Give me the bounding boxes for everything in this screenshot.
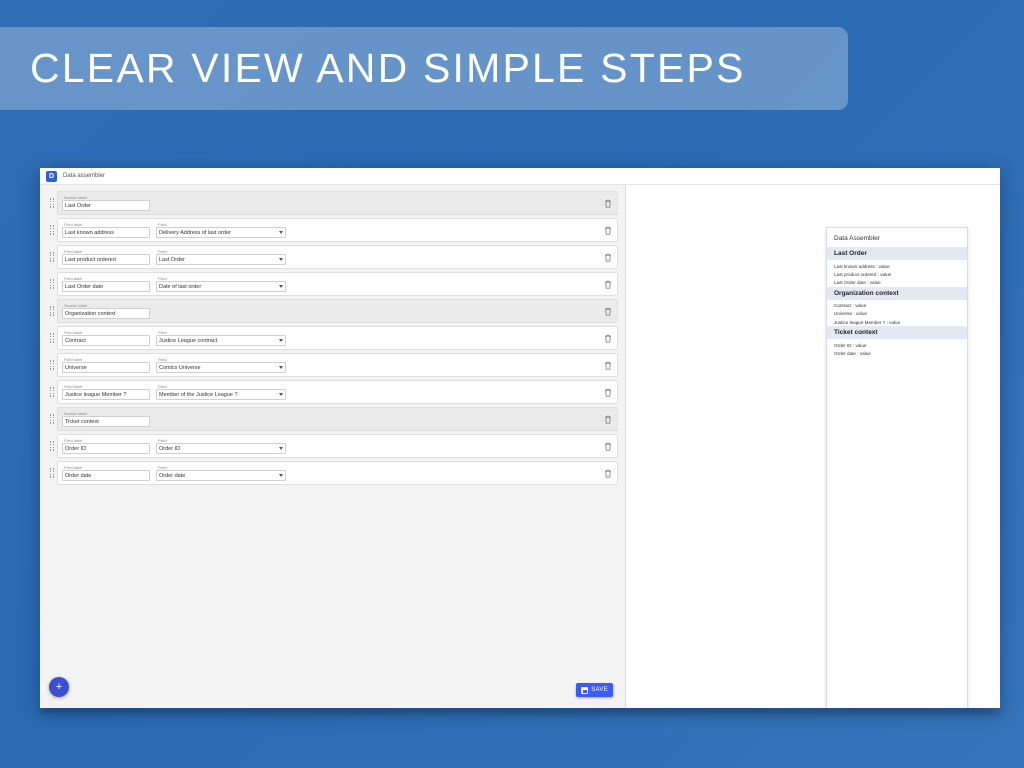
field-row-card[interactable] — [57, 245, 618, 269]
preview-section-heading: Organization context — [827, 287, 967, 300]
section-name-input[interactable] — [62, 416, 150, 427]
delete-icon[interactable] — [603, 440, 613, 452]
field-label-group — [62, 222, 150, 238]
chevron-down-icon — [279, 231, 283, 234]
app-window — [40, 168, 1000, 708]
field-name-input[interactable] — [62, 254, 150, 265]
app-title: Data assembler — [63, 173, 106, 179]
editor-pane — [40, 185, 626, 708]
field-label-group — [62, 465, 150, 481]
preview-section-heading: Last Order — [827, 247, 967, 260]
list-item: Justice league Member ? : value — [834, 319, 901, 325]
table-row[interactable] — [47, 326, 618, 350]
field-label-group — [62, 438, 150, 454]
section-name-input[interactable] — [62, 308, 150, 319]
table-row[interactable] — [47, 272, 618, 296]
delete-icon[interactable] — [603, 251, 613, 263]
field-select[interactable] — [156, 389, 286, 400]
field-select[interactable] — [156, 227, 286, 238]
field-select-value: Last Order — [159, 256, 185, 263]
delete-icon[interactable] — [603, 197, 613, 209]
field-select-value: Delivery Address of last order — [159, 229, 231, 236]
chevron-down-icon — [279, 474, 283, 477]
delete-icon[interactable] — [603, 305, 613, 317]
spacer-pane — [626, 185, 826, 708]
drag-handle-icon[interactable] — [47, 225, 57, 235]
list-item: Order date : value — [834, 350, 871, 356]
drag-handle-icon[interactable] — [47, 387, 57, 397]
drag-handle-icon[interactable] — [47, 333, 57, 343]
drag-handle-icon[interactable] — [47, 279, 57, 289]
row-list — [47, 191, 618, 485]
field-name-input[interactable] — [62, 335, 150, 346]
preview-section-heading: Ticket context — [827, 326, 967, 339]
drag-handle-icon[interactable] — [47, 360, 57, 370]
delete-icon[interactable] — [603, 386, 613, 398]
chevron-down-icon — [279, 366, 283, 369]
app-logo-icon: D — [46, 171, 57, 182]
field-value-group — [156, 438, 286, 454]
section-row-card[interactable] — [57, 191, 618, 215]
field-label-caption: Field label — [64, 438, 83, 443]
field-label-caption: Field label — [64, 249, 83, 254]
section-row-card[interactable] — [57, 407, 618, 431]
chevron-down-icon — [279, 339, 283, 342]
window-shadow — [40, 708, 1000, 714]
field-caption: Field — [158, 384, 167, 389]
field-select[interactable] — [156, 254, 286, 265]
field-caption: Field — [158, 465, 167, 470]
list-item: Last known address : value — [834, 263, 890, 269]
list-item: Universe : value — [834, 311, 867, 317]
field-value-group — [156, 384, 286, 400]
save-button[interactable] — [576, 683, 613, 697]
chevron-down-icon — [279, 447, 283, 450]
app-header — [40, 168, 1000, 185]
field-label-group — [62, 357, 150, 373]
field-caption: Field — [158, 222, 167, 227]
section-label-caption: Section label — [64, 411, 87, 416]
field-row-card[interactable] — [57, 272, 618, 296]
preview-title: Data Assembler — [834, 235, 880, 242]
table-row[interactable] — [47, 407, 618, 431]
field-value-group — [156, 330, 286, 346]
delete-icon[interactable] — [603, 467, 613, 479]
field-row-card[interactable] — [57, 380, 618, 404]
list-item: Last product ordered : value — [834, 271, 892, 277]
field-label-group — [62, 249, 150, 265]
save-button-label: SAVE — [591, 687, 608, 693]
field-name-input[interactable] — [62, 389, 150, 400]
section-name-input[interactable] — [62, 200, 150, 211]
field-select-value: Member of the Justice League ? — [159, 391, 238, 398]
field-name-input[interactable] — [62, 443, 150, 454]
field-label-caption: Field label — [64, 276, 83, 281]
section-label-group — [62, 195, 150, 211]
section-label-caption: Section label — [64, 303, 87, 308]
field-label-group — [62, 384, 150, 400]
field-value-group — [156, 249, 286, 265]
field-label-caption: Field label — [64, 357, 83, 362]
drag-handle-icon[interactable] — [47, 198, 57, 208]
section-label-caption: Section label — [64, 195, 87, 200]
section-label-group — [62, 411, 150, 427]
field-row-card[interactable] — [57, 353, 618, 377]
field-name-input[interactable] — [62, 470, 150, 481]
save-icon — [581, 687, 588, 694]
field-value-group — [156, 357, 286, 373]
field-label-group — [62, 276, 150, 292]
drag-handle-icon[interactable] — [47, 441, 57, 451]
field-row-card[interactable] — [57, 218, 618, 242]
drag-handle-icon[interactable] — [47, 468, 57, 478]
section-label-group — [62, 303, 150, 319]
field-row-card[interactable] — [57, 326, 618, 350]
field-select[interactable] — [156, 362, 286, 373]
table-row[interactable] — [47, 299, 618, 323]
field-label-caption: Field label — [64, 465, 83, 470]
table-row[interactable] — [47, 461, 618, 485]
field-caption: Field — [158, 249, 167, 254]
field-select[interactable] — [156, 470, 286, 481]
field-select-value: Order date — [159, 472, 186, 479]
field-caption: Field — [158, 276, 167, 281]
field-select-value: Order ID — [159, 445, 181, 452]
field-caption: Field — [158, 330, 167, 335]
headline-text: CLEAR VIEW AND SIMPLE STEPS — [30, 45, 746, 91]
delete-icon[interactable] — [603, 359, 613, 371]
delete-icon[interactable] — [603, 278, 613, 290]
app-body — [40, 185, 1000, 708]
field-select-value: Comics Universe — [159, 364, 201, 371]
field-select-value: Justice League contract — [159, 337, 218, 344]
field-name-input[interactable] — [62, 281, 150, 292]
drag-handle-icon[interactable] — [47, 252, 57, 262]
list-item: Contract : value — [834, 303, 867, 309]
chevron-down-icon — [279, 285, 283, 288]
field-select-value: Date of last order — [159, 283, 202, 290]
table-row[interactable] — [47, 434, 618, 458]
field-value-group — [156, 276, 286, 292]
headline-banner — [0, 27, 848, 110]
field-value-group — [156, 465, 286, 481]
field-select[interactable] — [156, 335, 286, 346]
field-select[interactable] — [156, 281, 286, 292]
field-select[interactable] — [156, 443, 286, 454]
preview-card — [826, 227, 968, 708]
list-item: Order ID : value — [834, 342, 867, 348]
drag-handle-icon[interactable] — [47, 414, 57, 424]
field-label-caption: Field label — [64, 222, 83, 227]
drag-handle-icon[interactable] — [47, 306, 57, 316]
table-row[interactable] — [47, 353, 618, 377]
field-value-group — [156, 222, 286, 238]
delete-icon[interactable] — [603, 224, 613, 236]
add-row-button[interactable]: + — [49, 677, 69, 697]
field-label-caption: Field label — [64, 384, 83, 389]
field-label-caption: Field label — [64, 330, 83, 335]
delete-icon[interactable] — [603, 332, 613, 344]
preview-pane — [826, 185, 1000, 708]
section-row-card[interactable] — [57, 299, 618, 323]
field-name-input[interactable] — [62, 362, 150, 373]
chevron-down-icon — [279, 393, 283, 396]
field-caption: Field — [158, 357, 167, 362]
table-row[interactable] — [47, 245, 618, 269]
field-row-card[interactable] — [57, 434, 618, 458]
field-label-group — [62, 330, 150, 346]
chevron-down-icon — [279, 258, 283, 261]
delete-icon[interactable] — [603, 413, 613, 425]
field-name-input[interactable] — [62, 227, 150, 238]
field-caption: Field — [158, 438, 167, 443]
table-row[interactable] — [47, 218, 618, 242]
table-row[interactable] — [47, 380, 618, 404]
table-row[interactable] — [47, 191, 618, 215]
list-item: Last Order date : value — [834, 279, 881, 285]
field-row-card[interactable] — [57, 461, 618, 485]
